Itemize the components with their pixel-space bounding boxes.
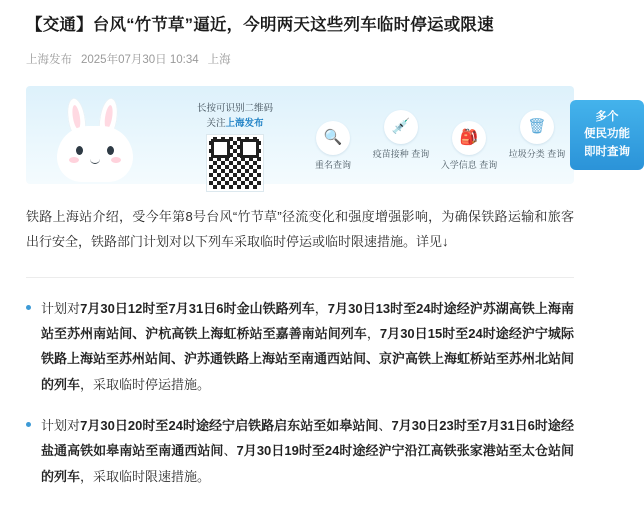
service-label-0: 重名查询 <box>314 159 351 170</box>
promo-banner-line-1: 多个 <box>595 111 619 124</box>
promo-banner-line-2: 便民功能 <box>584 128 630 141</box>
measure-text-1 <box>41 413 574 489</box>
article-date: 2025年07月30日 10:34 <box>81 53 199 66</box>
bullet-dot-icon <box>26 305 31 310</box>
list-item <box>26 413 574 489</box>
article-meta <box>26 51 574 67</box>
measure-highlight: 7月30日19时至24时途经沪宁沿江高铁张家港站至太仓站间的列车 <box>41 443 574 484</box>
measure-highlight: 7月30日13时至24时途经沪苏湖高铁上海南站至苏州南站间、沪杭高铁上海虹桥站至嘉善南站间列车 <box>41 300 574 341</box>
service-shortcuts <box>294 86 570 184</box>
mascot-area <box>26 86 176 184</box>
promo-banner[interactable] <box>570 100 644 170</box>
measure-plain: ， <box>366 325 380 341</box>
measure-plain: 、 <box>223 443 237 459</box>
service-item-0[interactable] <box>300 121 366 171</box>
measure-prefix: 计划对 <box>41 300 81 316</box>
list-item <box>26 296 574 397</box>
measure-highlight: 7月30日12时至7月31日6时金山铁路列车 <box>80 300 315 316</box>
service-label-2: 入学信息 查询 <box>440 159 498 170</box>
section-divider <box>26 277 574 278</box>
article-location: 上海 <box>207 53 231 66</box>
qr-block[interactable] <box>176 86 294 184</box>
measure-text-0 <box>41 296 574 397</box>
page-title: 【交通】台风“竹节草”逼近，今明两天这些列车临时停运或限速 <box>26 16 494 34</box>
article-source: 上海发布 <box>26 53 72 66</box>
qr-hint-line-1: 长按可识别二维码 <box>196 102 273 114</box>
promo-banner-line-3: 即时查询 <box>584 145 630 158</box>
measure-highlight: 7月30日15时至24时途经沪宁城际铁路上海站至苏州站间、沪苏通铁路上海站至南通西站间、京沪高铁上海虹桥站至苏州北站间的列车 <box>41 325 575 392</box>
bullet-dot-icon <box>26 422 31 427</box>
magnifier-icon: 🔍 <box>316 121 350 155</box>
qr-hint-account: 上海发布 <box>225 117 264 129</box>
measure-plain: 、 <box>378 417 392 433</box>
backpack-icon: 🎒 <box>452 121 486 155</box>
service-item-2[interactable] <box>436 121 502 171</box>
service-label-3: 垃圾分类 查询 <box>508 148 566 159</box>
rabbit-mascot-icon <box>52 100 138 182</box>
measure-prefix: 计划对 <box>41 417 81 433</box>
follow-promo-card[interactable] <box>26 86 630 184</box>
measure-plain: ，采取临时限速措施。 <box>80 468 211 484</box>
qr-hint-line-2 <box>176 117 294 132</box>
measure-plain: ，采取临时停运措施。 <box>80 376 211 392</box>
measure-plain: ， <box>314 300 328 316</box>
qr-hint-prefix: 关注 <box>206 117 226 129</box>
measure-highlight: 7月30日23时至7月31日6时途经盐通高铁如皋南站至南通西站间 <box>41 417 574 459</box>
qr-code-icon[interactable] <box>207 135 263 191</box>
service-label-1: 疫苗接种 查询 <box>372 148 430 159</box>
trash-bins-icon: 🗑 <box>520 110 554 144</box>
service-item-3[interactable] <box>504 110 570 160</box>
intro-paragraph: 铁路上海站介绍，受今年第8号台风“竹节草”径流变化和强度增强影响，为确保铁路运输和旅客出行安全，铁路部门计划对以下列车采取临时停运或临时限速措施。详见↓ <box>26 208 574 250</box>
syringe-icon: 💉 <box>384 110 418 144</box>
measure-highlight: 7月30日20时至24时途经宁启铁路启东站至如皋站间 <box>80 417 379 433</box>
service-item-1[interactable] <box>368 110 434 160</box>
